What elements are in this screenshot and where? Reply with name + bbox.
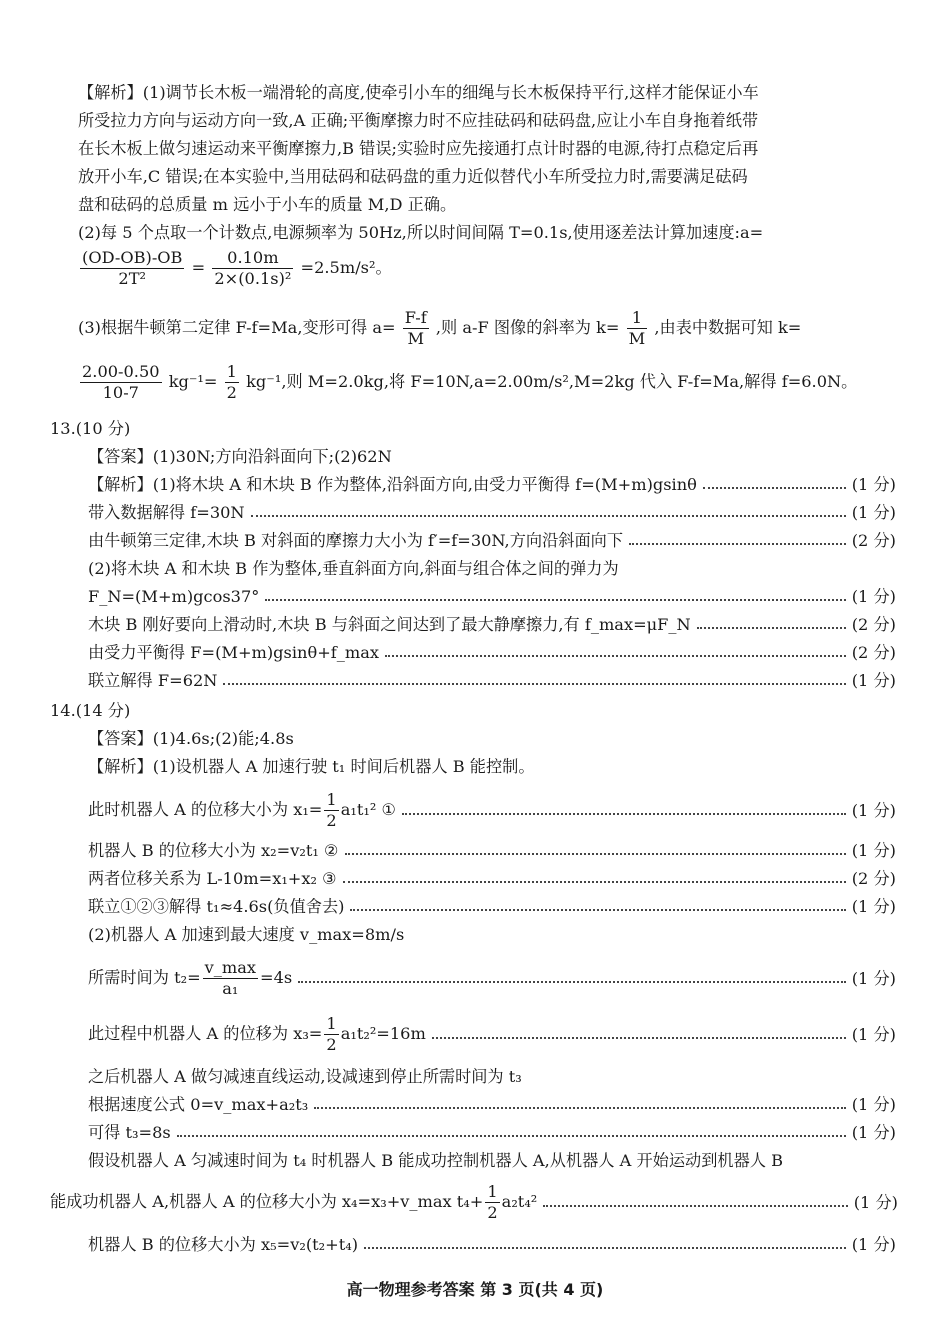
q13-answer: 【答案】(1)30N;方向沿斜面向下;(2)62N bbox=[88, 447, 392, 466]
q13-row-1: 【解析】(1)将木块 A 和木块 B 作为整体,沿斜面方向,由受力平衡得 f=(M+m)gsinθ (1 分) bbox=[88, 475, 896, 494]
q13-row-3: 由牛顿第三定律,木块 B 对斜面的摩擦力大小为 f′=f=30N,方向沿斜面向下 (2 分) bbox=[88, 531, 896, 550]
q13-row-8: 联立解得 F=62N (1 分) bbox=[88, 671, 896, 690]
q12-p1-line2: 所受拉力方向与运动方向一致,A 正确;平衡摩擦力时不应挂砝码和砝码盘,应让小车自身拖着纸带 bbox=[78, 111, 759, 130]
q14-row-9: 根据速度公式 0=v_max+a₂t₃ (1 分) bbox=[88, 1095, 896, 1114]
q12-p3-frac1: $\frac{F-f}{M}$ bbox=[404, 308, 427, 348]
q14-row-4: 联立①②③解得 t₁≈4.6s(负值舍去) (1 分) bbox=[88, 897, 896, 916]
q12-p1-line1: 【解析】(1)调节长木板一端滑轮的高度,使牵引小车的细绳与长木板保持平行,这样才能保证小车 bbox=[78, 83, 759, 102]
q12-p4-line: $\frac{2.00-0.50}{10-7}$ kg⁻¹= $\frac{1}{2}$ kg⁻¹,则 M=2.0kg,将 F=10N,a=2.00m/s²,M=2kg 代入 F-f=Ma,解得 f=6.0N。 bbox=[82, 362, 858, 402]
q14-row-11: 假设机器人 A 匀减速时间为 t₄ 时机器人 B 能成功控制机器人 A,从机器人 A 开始运动到机器人 B bbox=[88, 1151, 784, 1170]
q13-row-5: F_N=(M+m)gcos37° (1 分) bbox=[88, 587, 896, 606]
q14-row-2: 机器人 B 的位移大小为 x₂=v₂t₁ ② (1 分) bbox=[88, 841, 896, 860]
page-footer: 高一物理参考答案 第 3 页(共 4 页) bbox=[346, 1280, 604, 1299]
q13-row-2: 带入数据解得 f=30N (1 分) bbox=[88, 503, 896, 522]
q12-p1-line3: 在长木板上做匀速运动来平衡摩擦力,B 错误;实验时应先接通打点计时器的电源,待打点稳定后再 bbox=[78, 139, 759, 158]
q12-p2-formula: $\frac{(OD-OB)-OB}{\text{2T²}}$ = $\frac{0.10m}{\text{2×(0.1s)²}}$ =2.5m/s²。 bbox=[82, 248, 392, 288]
q14-row-8: 之后机器人 A 做匀减速直线运动,设减速到停止所需时间为 t₃ bbox=[88, 1067, 522, 1086]
q14-row-10: 可得 t₃=8s (1 分) bbox=[88, 1123, 896, 1142]
q14-row-12: 能成功机器人 A,机器人 A 的位移大小为 x₄=x₃+v_max t₄+ $\frac{1}{2}$ a₂t₄² (1 分) bbox=[50, 1182, 898, 1222]
q12-p2-result: =2.5m/s²。 bbox=[300, 258, 392, 277]
q14-row-13: 机器人 B 的位移大小为 x₅=v₂(t₂+t₄) (1 分) bbox=[88, 1235, 896, 1254]
q14-row-3: 两者位移关系为 L-10m=x₁+x₂ ③ (2 分) bbox=[88, 869, 896, 888]
q14-row-1: 此时机器人 A 的位移大小为 x₁= $\frac{1}{2}$ a₁t₁² ① (1 分) bbox=[88, 790, 896, 830]
half-frac-1: $\frac{1}{2}$ bbox=[326, 790, 337, 830]
q12-p1-line4: 放开小车,C 错误;在本实验中,当用砝码和砝码盘的重力近似替代小车所受拉力时,需要满足砝码 bbox=[78, 167, 748, 186]
q14-row-6: 所需时间为 t₂= $\frac{v\_\max}{\text{a₁}}$ =4s (1 分) bbox=[88, 958, 896, 998]
q13-heading: 13.(10 分) bbox=[50, 419, 131, 438]
q14-row-5: (2)机器人 A 加速到最大速度 v_max=8m/s bbox=[88, 925, 405, 944]
q14-heading: 14.(14 分) bbox=[50, 701, 131, 720]
q14-intro: 【解析】(1)设机器人 A 加速行驶 t₁ 时间后机器人 B 能控制。 bbox=[88, 757, 535, 776]
q12-p4-frac1: $\frac{2.00-0.50}{10-7}$ bbox=[82, 362, 160, 402]
q12-p3-frac2: $\frac{1}{M}$ bbox=[628, 308, 646, 348]
q14-answer: 【答案】(1)4.6s;(2)能;4.8s bbox=[88, 729, 294, 748]
q12-p2-line1: (2)每 5 个点取一个计数点,电源频率为 50Hz,所以时间间隔 T=0.1s,使用逐差法计算加速度:a= bbox=[78, 223, 764, 242]
q12-frac-b: $\frac{0.10m}{\text{2×(0.1s)²}}$ bbox=[214, 248, 292, 288]
q12-p4-frac2: $\frac{1}{2}$ bbox=[226, 362, 237, 402]
half-frac-2: $\frac{1}{2}$ bbox=[326, 1014, 337, 1054]
vmax-frac: $\frac{v\_\max}{\text{a₁}}$ bbox=[204, 958, 257, 998]
q12-frac-a: $\frac{(OD-OB)-OB}{\text{2T²}}$ bbox=[82, 248, 183, 288]
half-frac-3: $\frac{1}{2}$ bbox=[487, 1182, 498, 1222]
q13-row-4: (2)将木块 A 和木块 B 作为整体,垂直斜面方向,斜面与组合体之间的弹力为 bbox=[88, 559, 619, 578]
q13-row-7: 由受力平衡得 F=(M+m)gsinθ+f_max (2 分) bbox=[88, 643, 896, 662]
q13-row-6: 木块 B 刚好要向上滑动时,木块 B 与斜面之间达到了最大静摩擦力,有 f_max=μF_N (2 分) bbox=[88, 615, 896, 634]
q14-row-7: 此过程中机器人 A 的位移为 x₃= $\frac{1}{2}$ a₁t₂²=16m (1 分) bbox=[88, 1014, 896, 1054]
q12-p1-line5: 盘和砝码的总质量 m 远小于小车的质量 M,D 正确。 bbox=[78, 195, 457, 214]
q12-p3-line: (3)根据牛顿第二定律 F-f=Ma,变形可得 a= $\frac{F-f}{M}$ ,则 a-F 图像的斜率为 k= $\frac{1}{M}$ ,由表中数据可知 k= bbox=[78, 308, 802, 348]
